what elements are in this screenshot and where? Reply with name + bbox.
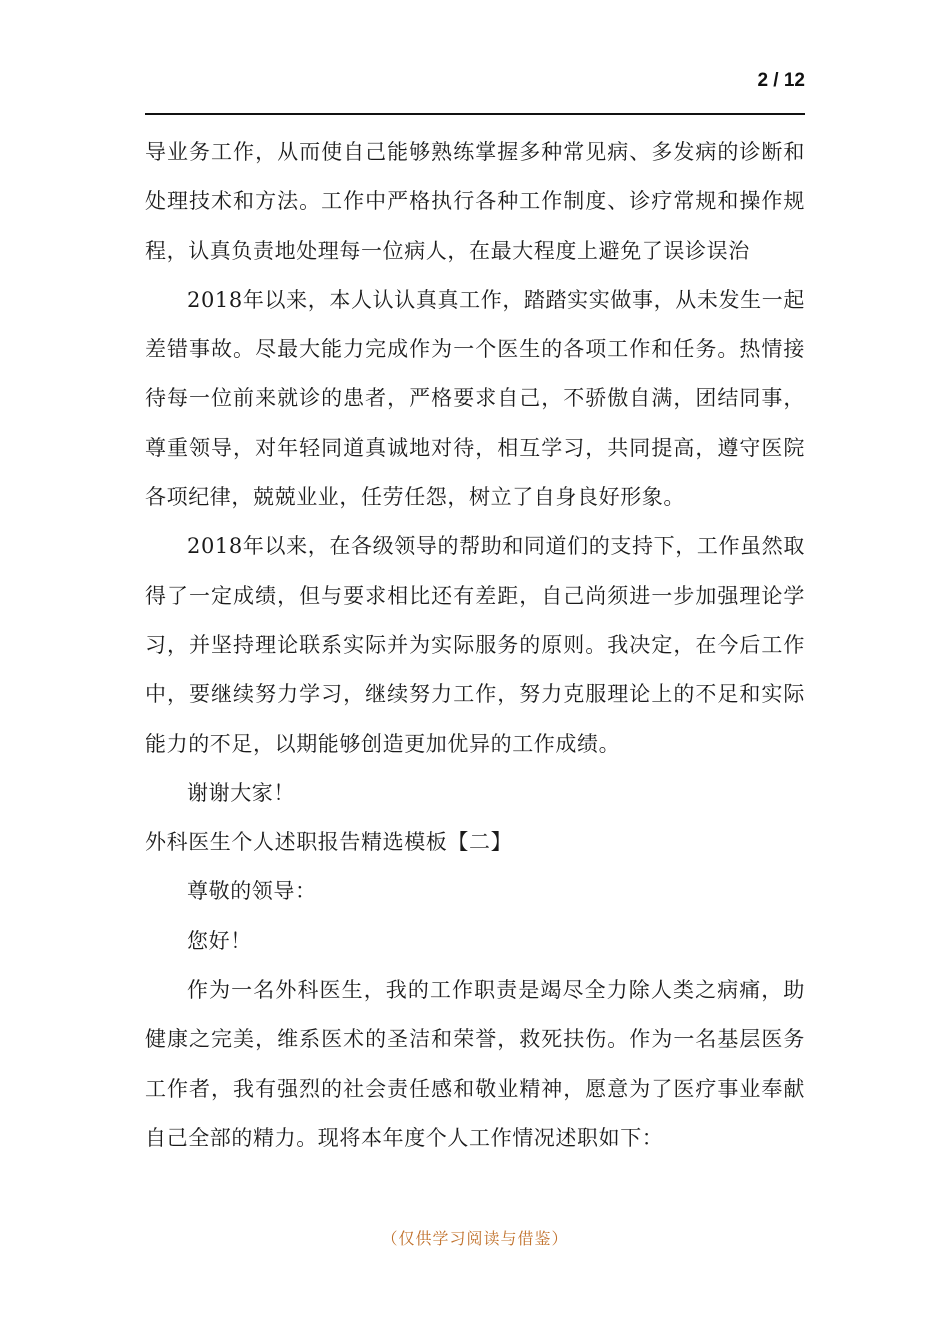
footer-note: （仅供学习阅读与借鉴） <box>381 1229 569 1248</box>
paragraph-continuation: 导业务工作，从而使自己能够熟练掌握多种常见病、多发病的诊断和处理技术和方法。工作中严格执行各种工作制度、诊疗常规和操作规程，认真负责地处理每一位病人，在最大程度上避免了误诊误治 <box>145 140 805 263</box>
salutation: 尊敬的领导： <box>187 879 317 904</box>
greeting: 您好！ <box>187 928 252 953</box>
header-divider <box>145 113 805 115</box>
paragraph-future-plan: 2018年以来，在各级领导的帮助和同道们的支持下，工作虽然取得了一定成绩，但与要求相比还有差距，自己尚须进一步加强理论学习，并坚持理论联系实际并为实际服务的原则。我决定，在今后工作中，要继续努力学习，继续努力工作，努力克服理论上的不足和实际能力的不足，以期能够创造更加优异的工作成绩。 <box>145 534 805 756</box>
paragraph-intro: 作为一名外科医生，我的工作职责是竭尽全力除人类之病痛，助健康之完美，维系医术的圣洁和荣誉，救死扶伤。作为一名基层医务工作者，我有强烈的社会责任感和敬业精神，愿意为了医疗事业奉献自己全部的精力。现将本年度个人工作情况述职如下： <box>145 978 805 1150</box>
section-title: 外科医生个人述职报告精选模板【二】 <box>145 830 513 855</box>
paragraph-work-attitude: 2018年以来，本人认认真真工作，踏踏实实做事，从未发生一起差错事故。尽最大能力完成作为一个医生的各项工作和任务。热情接待每一位前来就诊的患者，严格要求自己，不骄傲自满，团结同事，尊重领导，对年轻同道真诚地对待，相互学习，共同提高，遵守医院各项纪律，兢兢业业，任劳任怨，树立了自身良好形象。 <box>145 287 805 510</box>
document-body <box>145 128 805 1163</box>
page-indicator: 2 / 12 <box>757 70 805 91</box>
closing-thanks: 谢谢大家！ <box>187 780 295 805</box>
